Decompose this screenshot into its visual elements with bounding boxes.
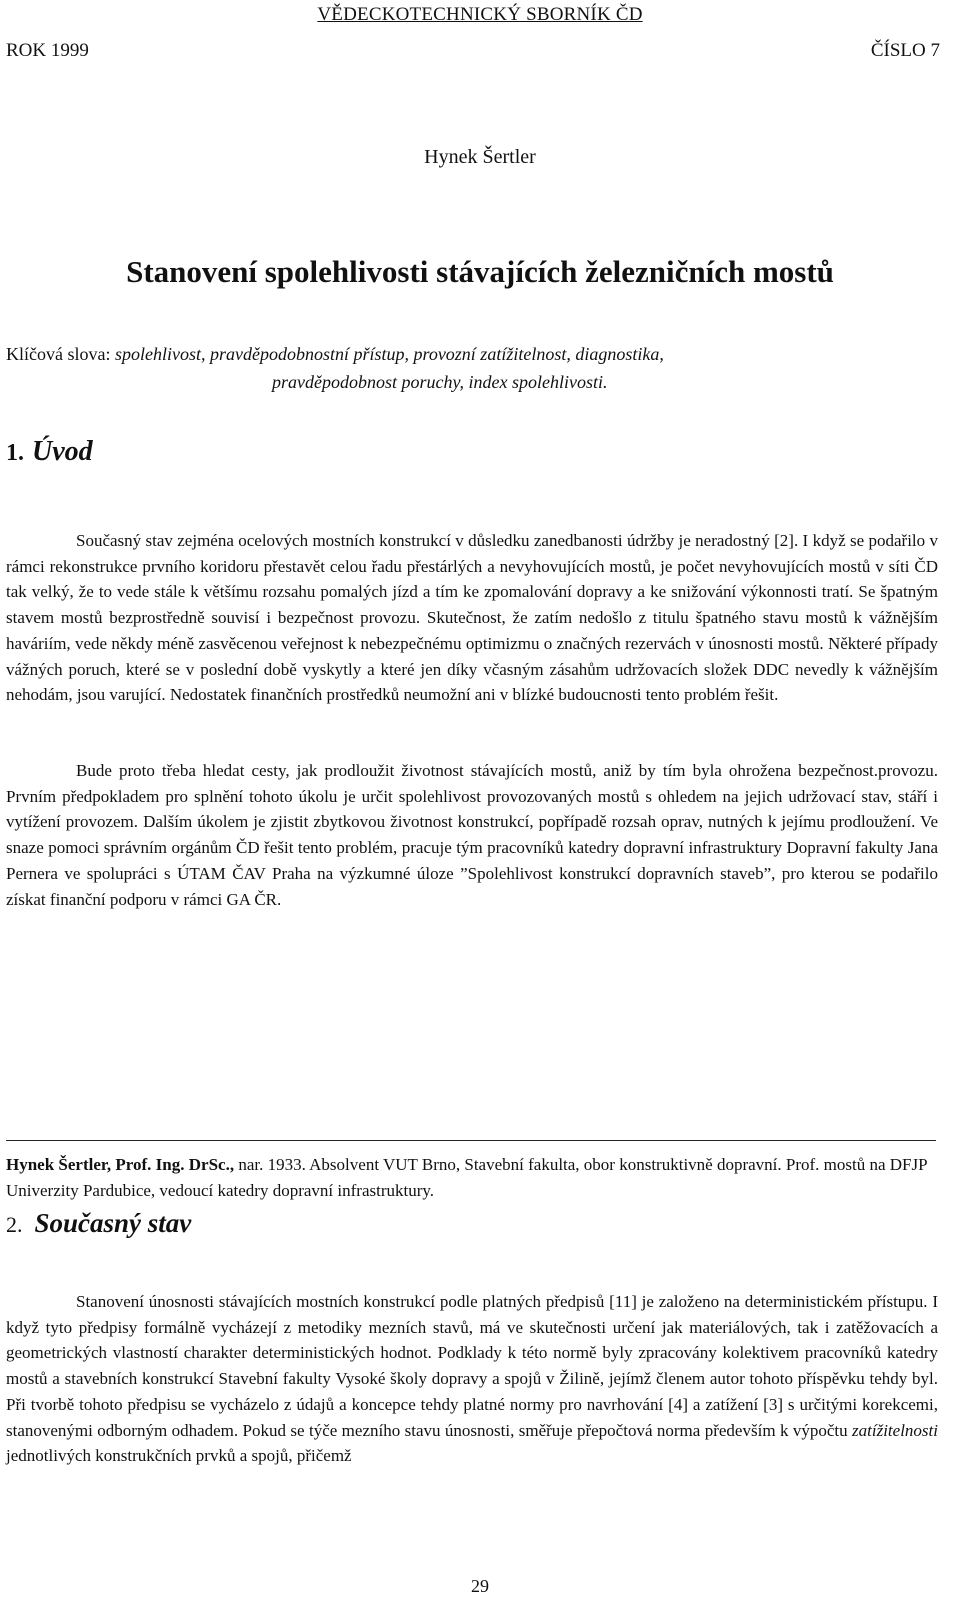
section-2-text-after: jednotlivých konstrukčních prvků a spojů, přičemž [6, 1446, 352, 1466]
author-footnote [6, 1152, 936, 1204]
section-2-italic-term: zatížitelnosti [852, 1420, 938, 1440]
footnote-divider [6, 1140, 936, 1141]
keywords-line-2 [272, 368, 952, 396]
journal-name: VĚDECKOTECHNICKÝ SBORNÍK ČD [317, 4, 643, 25]
author-name: Hynek Šertler [424, 146, 536, 168]
section-1-title: Úvod [32, 436, 93, 467]
section-1-heading [6, 436, 93, 468]
journal-issue: ČÍSLO 7 [870, 40, 940, 61]
keywords-list-2: pravděpodobnost poruchy, index spolehlivosti. [272, 372, 608, 392]
keywords-list-1: spolehlivost, pravděpodobnostní přístup, provozní zatížitelnost, diagnostika, [114, 344, 664, 364]
footnote-author-name: Hynek Šertler, Prof. Ing. DrSc., [6, 1155, 235, 1174]
section-2-title: Současný stav [34, 1208, 192, 1238]
page-number: 29 [471, 1576, 489, 1596]
section-2-number: 2. [6, 1212, 23, 1237]
article-title: Stanovení spolehlivosti stávajících železničních mostů [126, 254, 834, 289]
journal-year: ROK 1999 [6, 40, 89, 61]
section-1-paragraph-2: Bude proto třeba hledat cesty, jak prodloužit životnost stávajících mostů, aniž by tím byla ohrožena bezpečnost.provozu. Prvním předpokladem pro splnění tohoto úkolu je určit spolehlivost provozovaných mostů s ohledem na jejich udržovací stav, stáří i vytížení provozem. Dalším úkolem je zjistit zbytkovou životnost konstrukcí, popřípadě rozsah oprav, nutných k jejímu prodloužení. Ve snaze pomoci správním orgánům ČD řešit tento problém, pracuje tým pracovníků katedry dopravní infrastruktury Dopravní fakulty Jana Pernera ve spolupráci s ÚTAM ČAV Praha na výzkumné úloze ”Spolehlivost konstrukcí dopravních staveb”, pro kterou se podařilo získat finanční podporu v rámci GA ČR. [6, 761, 938, 909]
section-2-heading [6, 1208, 191, 1239]
footnote-text: nar. 1933. Absolvent VUT Brno, Stavební fakulta, obor konstruktivně dopravní. Prof. mostů na DFJP Univerzity Pardubice, vedoucí katedry dopravní infrastruktury. [6, 1155, 927, 1200]
keywords-line-1 [6, 340, 946, 368]
keywords-label: Klíčová slova: [6, 344, 115, 364]
section-2-paragraph-1 [6, 1289, 938, 1469]
section-2-text-before: Stanovení únosnosti stávajících mostních konstrukcí podle platných předpisů [11] je založeno na deterministickém přístupu. I když tyto předpisy formálně vycházejí z metodiky mezních stavů, má ve skutečnosti určení jak materiálových, tak i zatěžovacích a geometrických vlastností charakter deterministických hodnot. Podklady k této normě byly zpracovány kolektivem pracovníků katedry mostů a stavebních konstrukcí Stavební fakulty Vysoké školy dopravy a spojů v Žilině, jejímž členem autor tohoto příspěvku tehdy byl. Při tvorbě tohoto předpisu se vycházelo z údajů a koncepce tehdy platné normy pro navrhování [4] a zatížení [3] s určitými korekcemi, stanovenými odborným odhadem. Pokud se týče mezního stavu únosnosti, směřuje přepočtová norma především k výpočtu [6, 1292, 938, 1440]
section-1-number: 1. [6, 440, 24, 466]
section-1-paragraph-1: Současný stav zejména ocelových mostních konstrukcí v důsledku zanedbanosti údržby je neradostný [2]. I když se podařilo v rámci rekonstrukce prvního koridoru přestavět celou řadu přestárlých a nevyhovujících mostů, je počet nevyhovujících mostů v síti ČD tak velký, že to vede stále k většímu rozsahu pomalých jízd a tím ke zpomalování dopravy a ke snižování výkonnosti tratí. Se špatným stavem mostů bezprostředně souvisí i bezpečnost provozu. Skutečnost, že zatím nedošlo z titulu špatného stavu mostů k vážnějším haváriím, vede někdy méně zasvěcenou veřejnost k nebezpečnému optimizmu o značných rezervách v únosnosti mostů. Některé případy vážných poruch, které se v poslední době vyskytly a které jen díky včasným zásahům udržovacích složek DDC nevedly k vážnějším nehodám, jsou varující. Nedostatek finančních prostředků neumožní ani v blízké budoucnosti tento problém řešit. [6, 531, 938, 705]
